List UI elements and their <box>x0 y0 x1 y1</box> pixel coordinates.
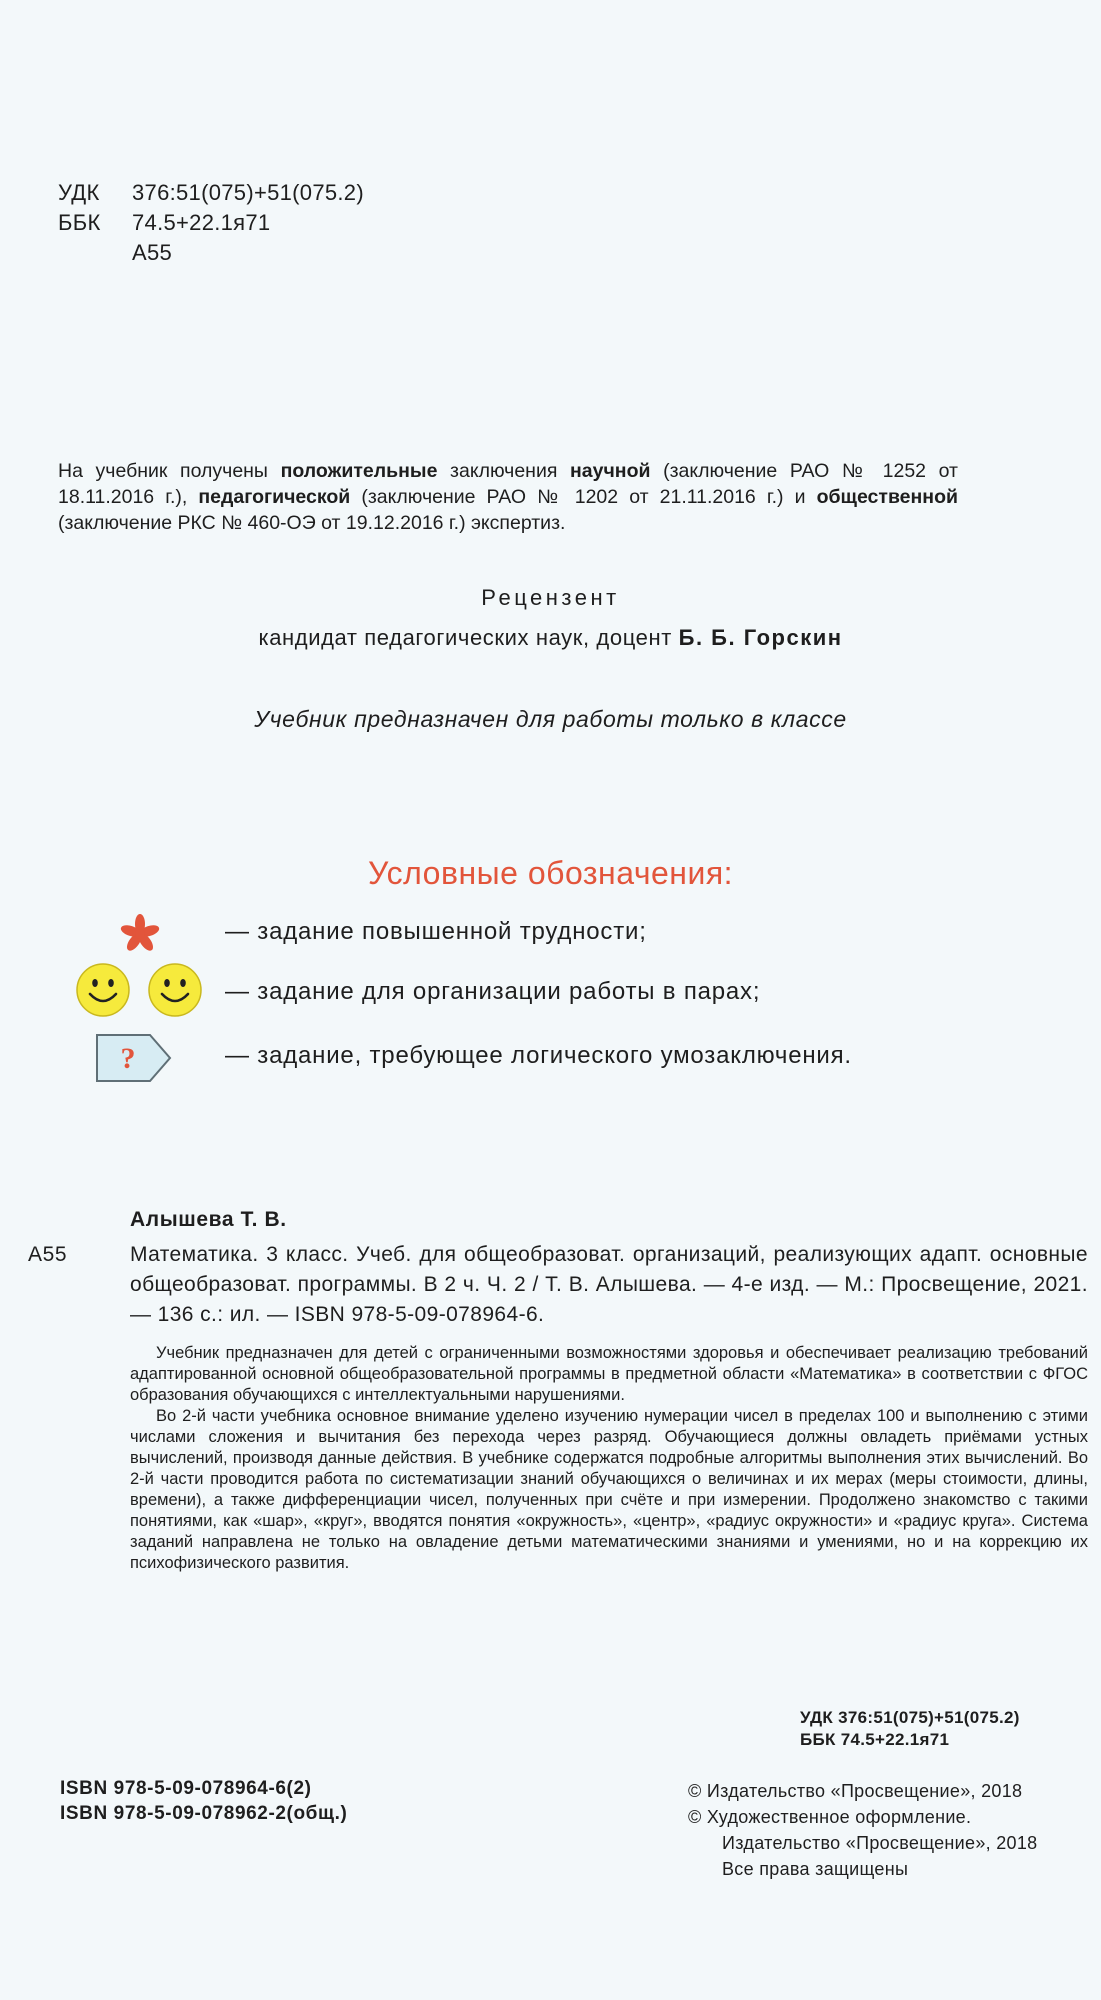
smiley-icon <box>147 962 203 1018</box>
classroom-only-note: Учебник предназначен для работы только в классе <box>254 706 847 732</box>
copyright-block <box>688 1778 1038 1882</box>
expertise-bold-1: положительные <box>280 460 438 482</box>
isbn-set: ISBN 978-5-09-078962-2(общ.) <box>60 1803 348 1824</box>
bbk-bottom-line: ББК 74.5+22.1я71 <box>800 1730 950 1749</box>
reviewer-role: кандидат педагогических наук, доцент <box>258 625 679 650</box>
expertise-text-1: На учебник получены <box>58 460 281 482</box>
legend-title: Условные обозначения: <box>367 855 734 891</box>
expertise-bold-4: общественной <box>816 486 958 508</box>
copyright-line: © Художественное оформление. <box>688 1807 972 1827</box>
annotation-paragraph-2: Во 2-й части учебника основное внимание уделено изучению нумерации чисел в пределах 100 и выполнению с этими числами сложения и вычитания без перехода через разряд. Обучающиеся должны овладеть приёмами устных вычислений, производя данные действия. В учебнике содержатся подробные алгоритмы выполнения этих вычислений. Во 2-й части проводится работа по систематизации знаний обучающихся о величинах и их мерах (меры стоимости, длины, времени), а также дифференциации чисел, полученных при счёте и при измерении. Продолжено знакомство с такими понятиями, как «шар», «круг», вводятся понятия «окружность», «центр», «радиус окружности» и «радиус круга». Система заданий направлена не только на овладение детьми математическими знаниями и умениями, но и на коррекцию их психофизического развития. <box>130 1407 1088 1572</box>
asterisk-icon <box>118 912 162 956</box>
udk-value: 376:51(075)+51(075.2) <box>132 180 364 205</box>
expertise-bold-2: научной <box>570 460 651 482</box>
expertise-text-2: заключения <box>437 460 571 482</box>
reviewer-name: Б. Б. Горскин <box>678 625 843 650</box>
expertise-text-5: (заключение РКС № 460-ОЭ от 19.12.2016 г.) экспертиз. <box>58 512 566 534</box>
annotation <box>130 1343 1088 1574</box>
expertise-text-4: (заключение РАО № 1202 от 21.11.2016 г.) и <box>350 486 817 508</box>
question-mark-glyph: ? <box>120 1042 136 1075</box>
legend-item-pairs: — задание для организации работы в парах; <box>225 978 761 1005</box>
reviewer-title: Рецензент <box>481 585 620 610</box>
copyright-line: © Издательство «Просвещение», 2018 <box>688 1781 1023 1801</box>
expertise-paragraph <box>58 458 958 536</box>
udk-block-bottom <box>800 1707 1020 1751</box>
isbn-part: ISBN 978-5-09-078964-6(2) <box>60 1778 312 1799</box>
reviewer-line <box>0 625 1101 651</box>
question-arrow-icon <box>94 1032 174 1084</box>
catalog-author: Алышева Т. В. <box>130 1208 287 1231</box>
catalog-code: А55 <box>28 1243 68 1266</box>
bbk-value: 74.5+22.1я71 <box>132 210 271 235</box>
expertise-text-3: (заключение РАО № 1252 от 18.11.2016 г.), <box>58 460 958 508</box>
legend-item-difficulty: — задание повышенной трудности; <box>225 918 647 945</box>
udk-bottom-line: УДК 376:51(075)+51(075.2) <box>800 1708 1020 1727</box>
copyright-line: Все права защищены <box>722 1859 909 1879</box>
expertise-bold-3: педагогической <box>198 486 351 508</box>
isbn-block <box>60 1776 347 1826</box>
smiley-icon <box>75 962 131 1018</box>
copyright-line: Издательство «Просвещение», 2018 <box>722 1833 1038 1853</box>
author-code: А55 <box>132 240 173 265</box>
udk-block-top <box>58 178 364 268</box>
udk-label: УДК <box>58 180 100 205</box>
bbk-label: ББК <box>58 210 101 235</box>
annotation-paragraph-1: Учебник предназначен для детей с ограниченными возможностями здоровья и обеспечивает реализацию требований адаптированной основной общеобразовательной программы в предметной области «Математика» в соответствии с ФГОС образования обучающихся с интеллектуальными нарушениями. <box>130 1344 1088 1404</box>
legend-item-logic: — задание, требующее логического умозаключения. <box>225 1042 852 1069</box>
catalog-description: Математика. 3 класс. Учеб. для общеобразоват. организаций, реализующих адапт. основные общеобразоват. программы. В 2 ч. Ч. 2 / Т. В. Алышева. — 4-е изд. — М.: Просвещение, 2021. — 136 с.: ил. — ISBN 978-5-09-078964-6. <box>130 1243 1088 1326</box>
